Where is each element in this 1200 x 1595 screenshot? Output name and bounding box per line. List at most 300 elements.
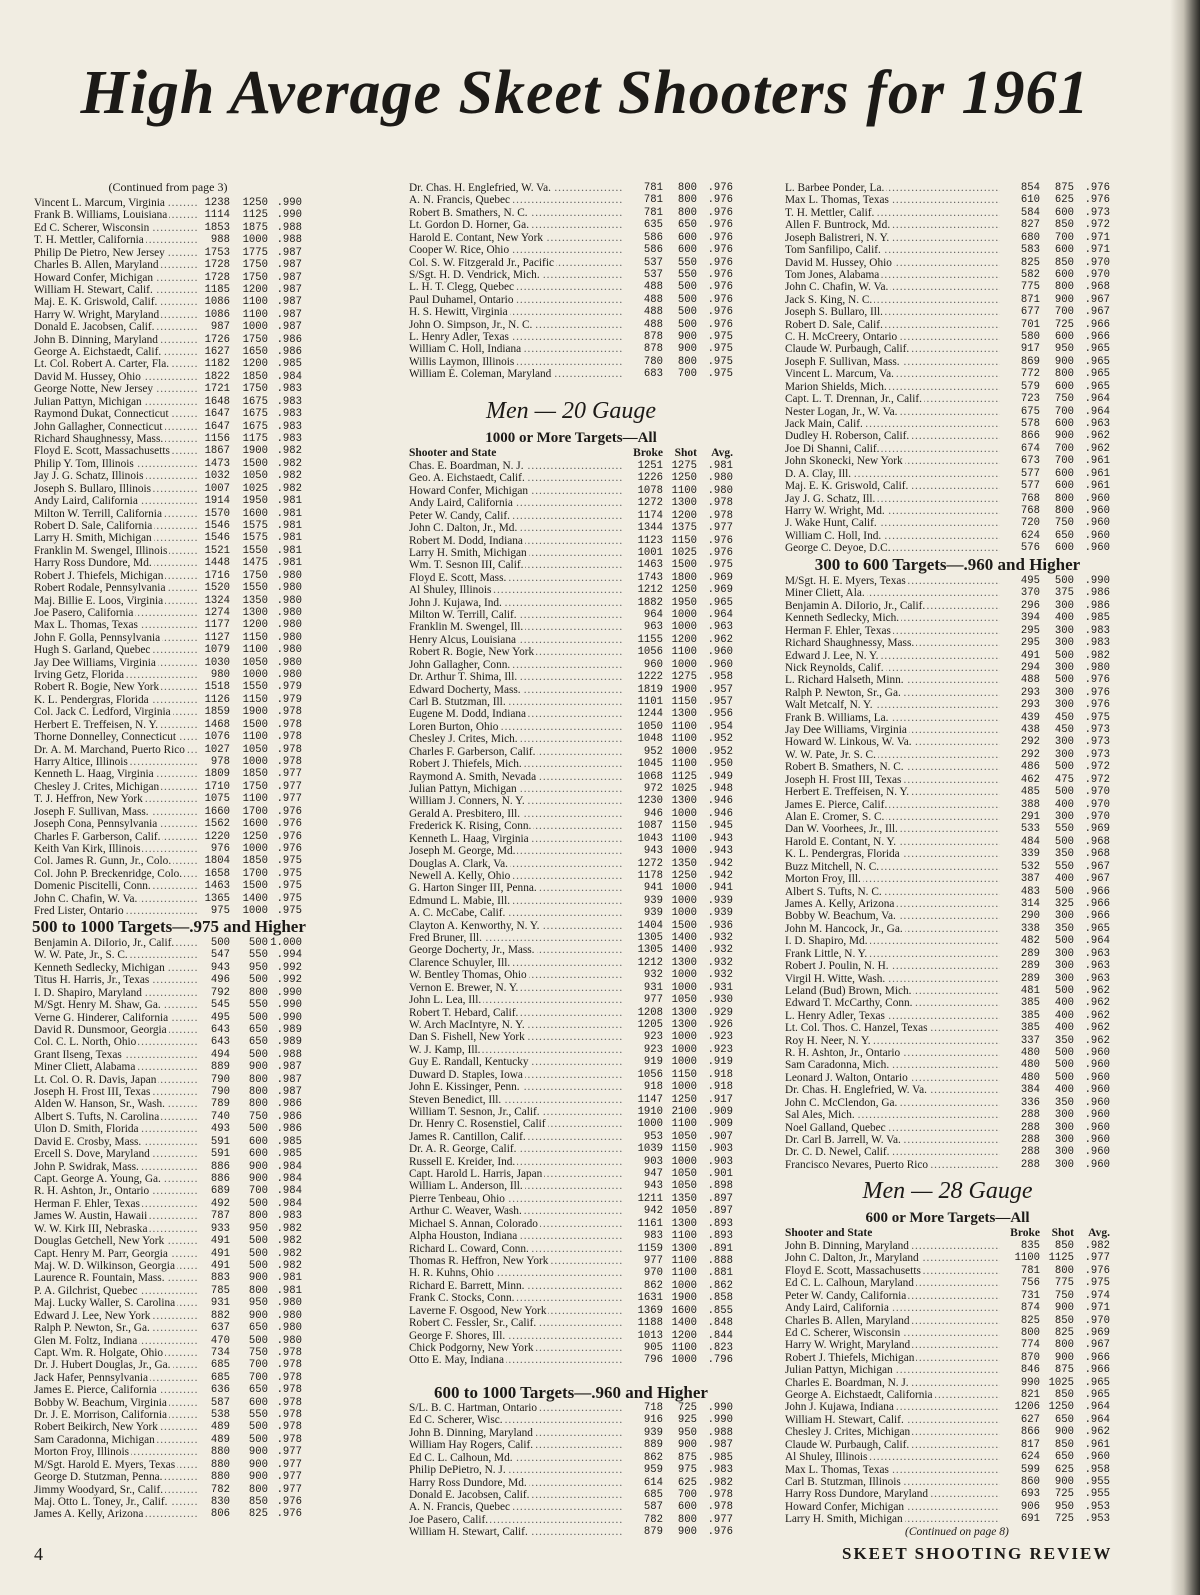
- average: .968: [1084, 281, 1110, 294]
- broke-count: 385: [1020, 997, 1040, 1010]
- average: .976: [276, 1495, 302, 1508]
- shot-count: 1150: [242, 631, 268, 644]
- shot-count: 800: [248, 1073, 268, 1086]
- shot-count: 500: [248, 1011, 268, 1024]
- broke-count: 1914: [204, 495, 230, 508]
- average: .976: [707, 546, 733, 559]
- average: .976: [707, 318, 733, 331]
- table-row: [34, 383, 302, 395]
- table-row: [409, 659, 733, 671]
- broke-count: 800: [1020, 1326, 1040, 1339]
- shooter-name: Laurence R. Fountain, Mass.: [34, 1272, 165, 1285]
- shot-count: 750: [1054, 517, 1074, 530]
- shooter-name: David M. Hussey, Ohio: [785, 256, 892, 269]
- table-row: [409, 882, 733, 894]
- shooter-name: Walt Metcalf, N. Y.: [785, 699, 873, 712]
- shot-count: 1200: [242, 619, 268, 632]
- shooter-name: Harold E. Contant, N. Y.: [785, 835, 897, 848]
- average: .975: [707, 559, 733, 572]
- book-spine-shadow: [1170, 0, 1200, 1595]
- shot-count: 1250: [671, 472, 697, 485]
- shot-count: 1850: [242, 370, 268, 383]
- table-row: [409, 1526, 733, 1538]
- average: .983: [276, 420, 302, 433]
- shot-count: 925: [677, 1414, 697, 1427]
- average: .962: [1084, 1426, 1110, 1439]
- broke-count: 480: [1020, 1071, 1040, 1084]
- average: .976: [1084, 1264, 1110, 1277]
- broke-count: 718: [643, 1402, 663, 1414]
- broke-count: 1087: [637, 820, 663, 833]
- shot-count: 800: [248, 1098, 268, 1111]
- average: .985: [276, 1148, 302, 1161]
- average: .971: [1084, 231, 1110, 244]
- table-row: [34, 1049, 302, 1061]
- broke-count: 1185: [204, 283, 230, 296]
- table-row: [34, 694, 302, 706]
- average: .964: [1084, 1413, 1110, 1426]
- broke-count: 491: [210, 1247, 230, 1260]
- broke-count: 683: [643, 368, 663, 381]
- shot-count: 1000: [671, 1354, 697, 1367]
- shooter-name: Capt. Henry M. Parr, Georgia: [34, 1247, 168, 1260]
- shooter-name: Howard Confer, Michigan: [785, 1500, 905, 1513]
- broke-count: 862: [643, 1451, 663, 1464]
- table-row: [34, 768, 302, 780]
- shooter-name: Domenic Piscitelli, Conn.: [34, 880, 151, 893]
- table-row: [34, 1123, 302, 1135]
- shooter-name: Maj. Billie E. Loos, Virginia: [34, 594, 164, 607]
- table-row: [34, 893, 302, 905]
- shot-count: 1150: [671, 696, 697, 709]
- broke-count: 740: [210, 1110, 230, 1123]
- table-row: [785, 1059, 1110, 1071]
- shot-count: 1125: [242, 209, 268, 222]
- shooter-name: Lt. Col. Thos. C. Hanzel, Texas: [785, 1022, 928, 1035]
- shooter-name: John Gallagher, Connecticut: [34, 420, 163, 433]
- broke-count: 583: [1020, 244, 1040, 257]
- table-row: [34, 793, 302, 805]
- shooter-name: Jay J. G. Schatz, Ill.: [785, 492, 876, 505]
- table-row: [409, 746, 733, 758]
- table-row: [34, 321, 302, 333]
- shooter-name: Paul Duhamel, Ontario: [409, 293, 514, 306]
- table-row: [409, 1205, 733, 1217]
- shot-count: 1575: [242, 532, 268, 545]
- shot-count: 600: [248, 1396, 268, 1409]
- shot-count: 800: [248, 986, 268, 999]
- average: .796: [707, 1354, 733, 1367]
- shot-count: 500: [1054, 575, 1074, 587]
- average: .903: [707, 1155, 733, 1168]
- table-row: [34, 657, 302, 669]
- table-row: [34, 197, 302, 209]
- table-row: [34, 408, 302, 420]
- table-row: [34, 595, 302, 607]
- table-row: [409, 1280, 733, 1292]
- shot-count: 500: [1054, 1059, 1074, 1072]
- shot-count: 300: [1054, 699, 1074, 712]
- table-row: [409, 522, 733, 534]
- shooter-name: Steven Benedict, Ill.: [409, 1093, 502, 1106]
- shot-count: 1300: [671, 497, 697, 510]
- shooter-name: Chesley J. Crites, Michigan: [34, 780, 160, 793]
- men-20-table-header: Shooter and State Broke Shot Avg.: [409, 447, 733, 459]
- table-row: [785, 637, 1110, 649]
- shooter-name: Robert C. Fessler, Sr., Calif.: [409, 1317, 537, 1330]
- broke-count: 1743: [637, 571, 663, 584]
- shot-count: 900: [677, 1439, 697, 1452]
- table-row: [785, 1439, 1110, 1451]
- average: .978: [276, 1371, 302, 1384]
- average: .981: [276, 557, 302, 570]
- table-row: [409, 1230, 733, 1242]
- average: .858: [707, 1292, 733, 1305]
- shooter-name: Franklin M. Swengel, Ill.: [409, 621, 524, 634]
- average: .977: [276, 1483, 302, 1496]
- shooter-name: George Docherty, Jr., Mass.: [409, 944, 535, 957]
- shooter-name: Joseph Cona, Pennsylvania: [34, 818, 158, 831]
- table-row: [785, 848, 1110, 860]
- broke-count: 1648: [204, 395, 230, 408]
- table-row: [34, 1459, 302, 1471]
- broke-count: 781: [1020, 1264, 1040, 1277]
- broke-count: 289: [1020, 972, 1040, 985]
- table-row: [34, 1012, 302, 1024]
- average: .955: [1084, 1476, 1110, 1489]
- page-title: High Average Skeet Shooters for 1961: [80, 59, 1090, 127]
- shot-count: 550: [248, 949, 268, 962]
- table-row: [409, 708, 733, 720]
- shot-count: 400: [1054, 1009, 1074, 1022]
- broke-count: 880: [210, 1458, 230, 1471]
- table-row: [785, 306, 1110, 318]
- shooter-name: T. J. Heffron, New York: [34, 793, 143, 806]
- average: .962: [1084, 442, 1110, 455]
- shot-count: 625: [677, 1476, 697, 1489]
- shooter-name: Capt. Wm. R. Holgate, Ohio: [34, 1346, 164, 1359]
- average: .967: [1084, 306, 1110, 319]
- table-row: [34, 1185, 302, 1197]
- table-row: [409, 671, 733, 683]
- broke-count: 1728: [204, 259, 230, 272]
- broke-count: 336: [1020, 1096, 1040, 1109]
- shooter-name: G. Harton Singer III, Penna.: [409, 882, 537, 895]
- average: .909: [707, 1118, 733, 1131]
- shot-count: 1100: [671, 1341, 697, 1354]
- average: .982: [276, 1222, 302, 1235]
- shooter-name: Charles F. Garberson, Calif.: [34, 830, 161, 843]
- average: .970: [1084, 798, 1110, 811]
- broke-count: 689: [210, 1185, 230, 1198]
- shot-count: 550: [1054, 860, 1074, 873]
- broke-count: 1177: [204, 619, 230, 632]
- shooter-name: William E. Coleman, Maryland: [409, 368, 552, 381]
- shooter-name: Herman F. Ehler, Texas: [34, 1197, 140, 1210]
- average: .981: [276, 519, 302, 532]
- average: .985: [276, 358, 302, 371]
- broke-count: 1208: [637, 1006, 663, 1019]
- table-row: [34, 1285, 302, 1297]
- average: .978: [276, 1421, 302, 1434]
- broke-count: 292: [1020, 736, 1040, 749]
- table-row: [785, 517, 1110, 529]
- shooter-name: George C. Deyoe, D.C.: [785, 542, 891, 555]
- shot-count: 475: [1054, 773, 1074, 786]
- table-row: [34, 545, 302, 557]
- shot-count: 725: [1054, 1488, 1074, 1501]
- shooter-name: Arthur C. Weaver, Wash.: [409, 1205, 522, 1218]
- average: .977: [276, 768, 302, 781]
- table-row: [34, 309, 302, 321]
- average: .981: [707, 460, 733, 472]
- table-row: [409, 1267, 733, 1279]
- shot-count: 1400: [671, 944, 697, 957]
- shot-count: 900: [248, 1309, 268, 1322]
- shot-count: 1000: [242, 321, 268, 334]
- shot-count: 1000: [671, 807, 697, 820]
- table-row: [785, 1401, 1110, 1413]
- broke-count: 943: [643, 1180, 663, 1193]
- broke-count: 880: [210, 1446, 230, 1459]
- broke-count: 1013: [637, 1329, 663, 1342]
- table-row: [785, 600, 1110, 612]
- shot-count: 900: [1054, 1426, 1074, 1439]
- average: .984: [276, 1197, 302, 1210]
- table-row: [34, 1248, 302, 1260]
- shooter-name: Robert Rodale, Pennsylvania: [34, 582, 166, 595]
- broke-count: 1043: [637, 832, 663, 845]
- broke-count: 1910: [637, 1105, 663, 1118]
- shooter-name: Milton W. Terrill, California: [34, 507, 162, 520]
- broke-count: 577: [1020, 467, 1040, 480]
- table-row: [409, 1489, 733, 1501]
- shot-count: 500: [1054, 761, 1074, 774]
- shooter-name: Alan E. Cromer, S. C.: [785, 811, 885, 824]
- broke-count: 492: [210, 1197, 230, 1210]
- broke-count: 1205: [637, 1018, 663, 1031]
- broke-count: 978: [210, 755, 230, 768]
- shooter-name: William T. Sesnon, Jr., Calif.: [409, 1105, 540, 1118]
- broke-count: 394: [1020, 612, 1040, 625]
- broke-count: 789: [210, 1098, 230, 1111]
- table-row: [409, 1131, 733, 1143]
- table-row: [785, 1109, 1110, 1121]
- shooter-name: Robert J. Thiefels, Mich.: [409, 758, 522, 771]
- broke-count: 489: [210, 1433, 230, 1446]
- shot-count: 1000: [671, 1043, 697, 1056]
- average: .976: [276, 842, 302, 855]
- shooter-name: Joseph H. Frost III, Texas: [785, 773, 902, 786]
- shooter-name: Jack S. King, N. C.: [785, 293, 873, 306]
- table-row: [785, 418, 1110, 430]
- average: .983: [276, 395, 302, 408]
- average: .960: [1084, 517, 1110, 530]
- table-row: [785, 542, 1110, 554]
- broke-count: 1324: [204, 594, 230, 607]
- average: .966: [1084, 1364, 1110, 1377]
- shooter-name: Herbert E. Treffeisen, N. Y.: [785, 786, 910, 799]
- table-row: [409, 1464, 733, 1476]
- shooter-name: Lt. Col. O. R. Davis, Japan: [34, 1073, 157, 1086]
- broke-count: 919: [643, 1056, 663, 1069]
- broke-count: 295: [1020, 637, 1040, 650]
- broke-count: 825: [1020, 256, 1040, 269]
- broke-count: 288: [1020, 1133, 1040, 1146]
- shot-count: 1250: [242, 830, 268, 843]
- table-row: [34, 1397, 302, 1409]
- broke-count: 977: [643, 1255, 663, 1267]
- table-row: [785, 182, 1110, 194]
- average: .966: [1084, 331, 1110, 344]
- shot-count: 1000: [242, 234, 268, 247]
- shot-count: 500: [1054, 786, 1074, 799]
- shot-count: 600: [1054, 467, 1074, 480]
- broke-count: 288: [1020, 1121, 1040, 1134]
- average: .987: [276, 1086, 302, 1099]
- broke-count: 983: [643, 1230, 663, 1243]
- shot-count: 1500: [242, 718, 268, 731]
- table-row: [785, 948, 1110, 960]
- shooter-name: Tom Jones, Alabama: [785, 268, 880, 281]
- broke-count: 1086: [204, 296, 230, 309]
- broke-count: 339: [1020, 848, 1040, 861]
- average: .893: [707, 1230, 733, 1243]
- average: .862: [707, 1279, 733, 1292]
- broke-count: 946: [643, 807, 663, 820]
- shot-count: 1150: [671, 1068, 697, 1081]
- shooter-name: Robert R. Bogie, New York: [409, 646, 535, 659]
- average: .977: [707, 1513, 733, 1526]
- shot-count: 300: [1054, 910, 1074, 923]
- average: .893: [707, 1217, 733, 1230]
- average: .970: [1084, 786, 1110, 799]
- average: .977: [276, 793, 302, 806]
- shot-count: 1750: [242, 271, 268, 284]
- shooter-name: Kenneth L. Haag, Virginia: [34, 768, 154, 781]
- shooter-name: T. H. Mettler, California: [34, 234, 144, 247]
- broke-count: 1305: [637, 932, 663, 945]
- average: .987: [276, 308, 302, 321]
- shooter-name: Glen M. Foltz, Indiana: [34, 1334, 138, 1347]
- shooter-name: Floyd E. Scott, Mass.: [409, 571, 507, 584]
- shooter-name: Frank Little, N. Y.: [785, 947, 868, 960]
- shot-count: 800: [677, 182, 697, 194]
- table-row: [785, 1022, 1110, 1034]
- shot-count: 400: [1054, 612, 1074, 625]
- table-row: [34, 495, 302, 507]
- broke-count: 496: [210, 974, 230, 987]
- table-row: [785, 1464, 1110, 1476]
- average: .982: [276, 1247, 302, 1260]
- average: .948: [707, 782, 733, 795]
- table-row: [34, 744, 302, 756]
- table-row: [785, 1252, 1110, 1264]
- average: .967: [1084, 1339, 1110, 1352]
- broke-count: 370: [1020, 587, 1040, 600]
- table-row: [785, 1265, 1110, 1277]
- broke-count: 591: [210, 1148, 230, 1161]
- table-row: [785, 1072, 1110, 1084]
- broke-count: 846: [1020, 1364, 1040, 1377]
- shooter-name: Max L. Thomas, Texas: [34, 619, 138, 632]
- shooter-name: William L. Anderson, Ill.: [409, 1180, 523, 1193]
- shooter-name: Dr. Arthur T. Shima, Ill.: [409, 671, 518, 684]
- average: .982: [276, 1259, 302, 1272]
- shooter-name: Robert B. Smathers, N. C.: [785, 761, 904, 774]
- average: .960: [1084, 1121, 1110, 1134]
- average: .980: [276, 606, 302, 619]
- broke-count: 987: [210, 321, 230, 334]
- shot-count: 500: [1054, 935, 1074, 948]
- shot-count: 950: [248, 1297, 268, 1310]
- average: .979: [276, 681, 302, 694]
- shooter-name: Dudley H. Roberson, Calif.: [785, 430, 910, 443]
- table-row: [34, 756, 302, 768]
- average: .977: [276, 1458, 302, 1471]
- shot-count: 700: [1054, 442, 1074, 455]
- broke-count: 878: [643, 331, 663, 344]
- average: .976: [276, 818, 302, 831]
- average: .932: [707, 944, 733, 957]
- shot-count: 1900: [671, 683, 697, 696]
- table-row: [34, 1484, 302, 1496]
- shooter-name: John J. Kujawa, Ind.: [409, 596, 502, 609]
- broke-count: 1206: [1014, 1401, 1040, 1414]
- shot-count: 1000: [671, 1155, 697, 1168]
- shot-count: 900: [677, 343, 697, 356]
- average: .962: [1084, 997, 1110, 1010]
- shot-count: 1500: [242, 457, 268, 470]
- broke-count: 1244: [637, 708, 663, 721]
- table-row: [34, 1098, 302, 1110]
- shot-count: 725: [1054, 1513, 1074, 1526]
- average: .988: [707, 1426, 733, 1439]
- table-row: [785, 898, 1110, 910]
- broke-count: 1027: [204, 743, 230, 756]
- shot-count: 850: [1054, 1314, 1074, 1327]
- shooter-name: Gerald A. Presbitero, Ill.: [409, 807, 521, 820]
- average: .957: [707, 696, 733, 709]
- shot-count: 300: [1054, 947, 1074, 960]
- shot-count: 750: [248, 1346, 268, 1359]
- broke-count: 1272: [637, 857, 663, 870]
- average: .941: [707, 882, 733, 895]
- average: .978: [276, 718, 302, 731]
- broke-count: 635: [643, 219, 663, 232]
- shot-count: 1200: [671, 509, 697, 522]
- table-row: [409, 182, 733, 194]
- table-row: [409, 1069, 733, 1081]
- shot-count: 1000: [671, 845, 697, 858]
- average: .964: [1084, 405, 1110, 418]
- broke-count: 874: [1020, 1302, 1040, 1315]
- broke-count: 781: [643, 194, 663, 207]
- shooter-name: George Notte, New Jersey: [34, 383, 153, 396]
- table-row: [34, 987, 302, 999]
- shooter-name: Andy Laird, California: [34, 495, 138, 508]
- shot-count: 1500: [671, 919, 697, 932]
- shooter-name: Col. C. L. North, Ohio: [34, 1036, 137, 1049]
- shooter-name: John C. Chafin, W. Va.: [34, 892, 138, 905]
- average: .964: [1084, 393, 1110, 406]
- average: .983: [276, 408, 302, 421]
- shooter-name: James R. Cantillon, Calif.: [409, 1130, 526, 1143]
- table-row: [785, 244, 1110, 256]
- shot-count: 1300: [671, 1217, 697, 1230]
- average: .989: [276, 1036, 302, 1049]
- broke-count: 943: [643, 845, 663, 858]
